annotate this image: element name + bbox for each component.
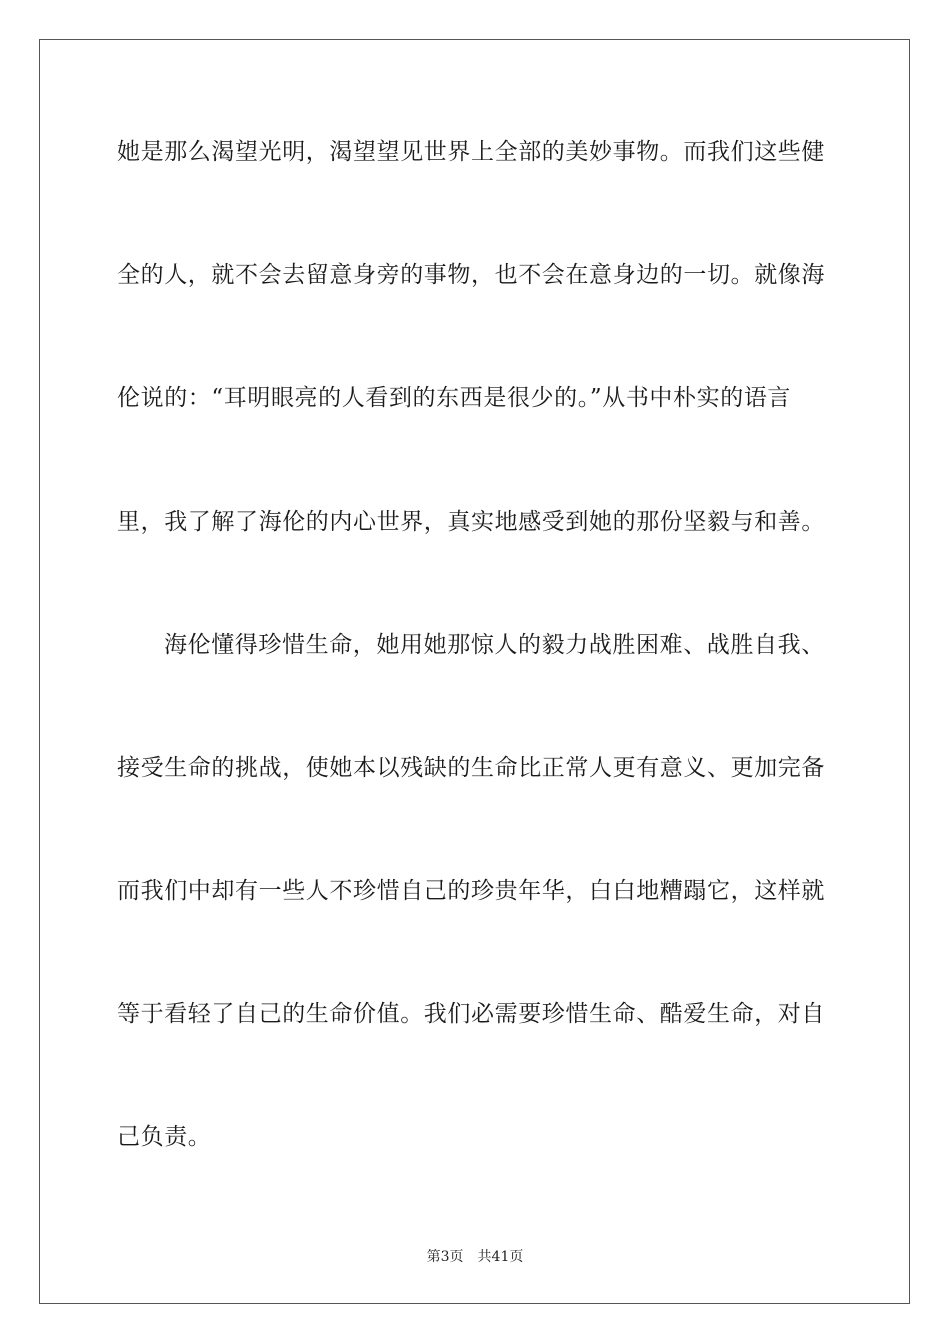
paragraph-line: 伦说的：“耳明眼亮的人看到的东西是很少的。”从书中朴实的语言 — [117, 385, 792, 411]
page-footer — [0, 1248, 950, 1266]
page-total: 共41页 — [477, 1249, 524, 1265]
page-number: 第3页 — [426, 1249, 464, 1265]
paragraph-line: 里，我了解了海伦的内心世界，真实地感受到她的那份坚毅与和善。 — [117, 509, 825, 535]
paragraph-line-indented: 海伦懂得珍惜生命，她用她那惊人的毅力战胜困难、战胜自我、 — [164, 632, 825, 658]
paragraph-line: 接受生命的挑战，使她本以残缺的生命比正常人更有意义、更加完备 — [117, 755, 825, 781]
paragraph-line: 全的人，就不会去留意身旁的事物，也不会在意身边的一切。就像海 — [117, 262, 825, 288]
paragraph-line: 等于看轻了自己的生命价值。我们必需要珍惜生命、酷爱生命，对自 — [117, 1001, 825, 1027]
page-border — [39, 39, 910, 1304]
paragraph-line: 而我们中却有一些人不珍惜自己的珍贵年华，白白地糟蹋它，这样就 — [117, 878, 825, 904]
paragraph-line: 她是那么渴望光明，渴望望见世界上全部的美妙事物。而我们这些健 — [117, 139, 825, 165]
paragraph-line: 己负责。 — [117, 1124, 212, 1150]
